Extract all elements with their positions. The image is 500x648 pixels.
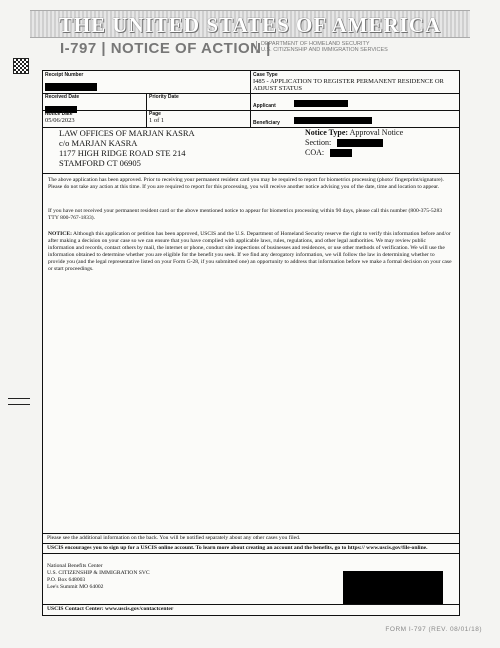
receipt-number-label: Receipt Number <box>45 72 84 78</box>
beneficiary-cell <box>251 110 459 127</box>
dept-line2: U.S. CITIZENSHIP AND IMMIGRATION SERVICES <box>261 47 388 53</box>
address-line4: STAMFORD CT 06905 <box>59 158 141 168</box>
priority-date-label: Priority Date <box>149 94 179 100</box>
form-title: I-797 | NOTICE OF ACTION | <box>60 40 271 57</box>
banner-text: THE UNITED STATES OF AMERICA <box>58 13 442 37</box>
notice-date-cell <box>43 110 147 127</box>
center-line3: P.O. Box 648003 <box>47 577 86 583</box>
page-cell <box>147 110 251 127</box>
page-label: Page <box>149 111 161 117</box>
page-value: 1 of 1 <box>149 117 165 124</box>
notice-date-label: Notice Date <box>45 111 73 117</box>
redacted-receipt-number <box>45 83 97 91</box>
online-account-text: USCIS encourages you to sign up for a USCIS online account. To learn more about creating an account and the benefits, go to https:// www.uscis.gov/file-online. <box>43 545 459 554</box>
case-type-cell <box>251 71 459 93</box>
fold-mark <box>8 398 30 399</box>
address-line1: LAW OFFICES OF MARJAN KASRA <box>59 128 195 138</box>
form-header <box>60 40 388 57</box>
verification-notice-paragraph <box>48 231 452 273</box>
address-line2: c/o MARJAN KASRA <box>59 138 138 148</box>
section-label: Section: <box>305 138 332 147</box>
notice-type-label: Notice Type: <box>305 128 349 137</box>
applicant-label: Applicant <box>253 103 276 109</box>
notice-lead: NOTICE: <box>48 231 72 237</box>
form-number: FORM I-797 (REV. 08/01/18) <box>385 626 482 633</box>
case-type-value: I485 - APPLICATION TO REGISTER PERMANENT RESIDENCE OR ADJUST STATUS <box>253 78 444 92</box>
contact-center-text: USCIS Contact Center: www.uscis.gov/contactcenter <box>43 604 459 613</box>
redacted-beneficiary <box>294 117 372 124</box>
footer-divider <box>43 533 459 534</box>
redacted-section <box>337 139 383 147</box>
header-row-2 <box>43 93 459 111</box>
received-date-label: Received Date <box>45 94 80 100</box>
notice-type-block <box>305 128 403 158</box>
us-banner <box>30 10 470 38</box>
received-date-cell <box>43 93 147 110</box>
address-line3: 1177 HIGH RIDGE ROAD STE 214 <box>59 148 186 158</box>
additional-info-text: Please see the additional information on the back. You will be notified separately about any other cases you filed. <box>43 535 459 544</box>
notice-type-value: Approval Notice <box>349 128 404 137</box>
center-line1: National Benefits Center <box>47 563 103 569</box>
redacted-applicant <box>294 100 348 107</box>
divider <box>43 173 459 174</box>
beneficiary-label: Beneficiary <box>253 120 280 126</box>
case-type-label: Case Type <box>253 72 278 78</box>
biometrics-paragraph: If you have not received your permanent resident card or the above mentioned notice to appear for biometrics processing within 90 days, please call this number (800-375-5283 TTY 800-767-1833). <box>48 208 443 221</box>
notice-date-value: 05/06/2023 <box>45 117 75 124</box>
approval-paragraph: The above application has been approved. Prior to receiving your permanent resident card you may be required to report for biometrics processing (photo/ fingerprint/signature). Please do not take any action at this time. If you are required to report for this processing, you will receive another notice advising you of the date, time and location to appear. <box>48 177 444 190</box>
header-row-3 <box>43 110 459 128</box>
center-line2: U.S. CITIZENSHIP & IMMIGRATION SVC <box>47 570 150 576</box>
receipt-number-cell <box>43 71 251 93</box>
redacted-barcode <box>343 571 443 604</box>
mailing-address <box>59 128 195 168</box>
notice-sheet <box>42 70 460 616</box>
applicant-cell <box>251 93 459 110</box>
center-line4: Lee's Summit MO 64002 <box>47 584 104 590</box>
qr-code-icon <box>13 58 29 74</box>
notice-text: Although this application or petition has been approved, USCIS and the U.S. Department of Homeland Security reserve the right to verify this information before and/or after making a decision on your case so we can ensure that you have complied with applicable laws, rules, regulations, and other legal authorities. We may review public information and records, contact others by mail, the internet or phone, conduct site inspections of businesses and residences, or use other methods of verification. We will use the information obtained to determine whether you are eligible for the benefit you seek. If we find any derogatory information, we will follow the law in determining whether to provide you (and the legal representative listed on your Form G-28, if you submitted one) an opportunity to address that information before we make a formal decision on your case or start proceedings. <box>48 231 452 272</box>
redacted-coa <box>330 149 352 157</box>
dept-line1: DEPARTMENT OF HOMELAND SECURITY <box>261 41 370 47</box>
priority-date-cell <box>147 93 251 110</box>
department-name <box>256 41 401 53</box>
fold-mark <box>8 404 30 405</box>
coa-label: COA: <box>305 148 325 157</box>
header-row-1 <box>43 71 459 94</box>
